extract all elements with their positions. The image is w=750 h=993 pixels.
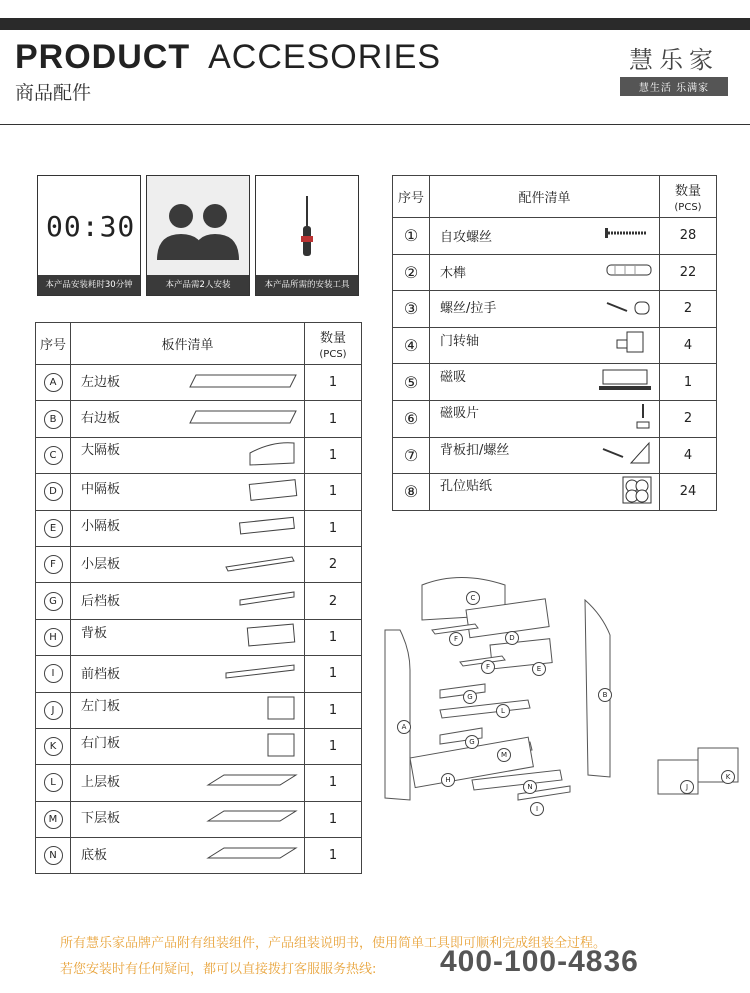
- board-name: 后档板: [81, 594, 121, 610]
- board-name-cell: [71, 656, 305, 692]
- board-code: [36, 728, 71, 764]
- board-thumbnail-icon: [206, 807, 298, 831]
- board-col-name: 板件清单: [71, 323, 305, 365]
- title-light: ACCESORIES: [208, 38, 442, 76]
- board-table-header: [36, 323, 362, 365]
- part-qty: 2: [660, 400, 717, 437]
- board-code-badge: J: [44, 701, 63, 720]
- part-code: ③: [393, 291, 430, 328]
- board-qty: 1: [305, 765, 362, 801]
- board-code: [36, 474, 71, 510]
- board-name-cell: [71, 583, 305, 619]
- part-qty: 24: [660, 474, 717, 511]
- part-thumbnail-icon: [603, 226, 653, 244]
- board-code: [36, 510, 71, 546]
- diagram-part-label: D: [505, 631, 519, 645]
- board-row: [36, 546, 362, 582]
- board-thumbnail-icon: [186, 371, 298, 395]
- part-name: 螺丝/拉手: [440, 300, 497, 316]
- board-row: [36, 656, 362, 692]
- board-name-cell: [71, 619, 305, 655]
- board-thumbnail-icon: [238, 590, 298, 612]
- part-name-cell: [430, 364, 660, 401]
- part-name: 孔位贴纸: [440, 478, 493, 494]
- people-box: [146, 175, 250, 296]
- board-row: [36, 728, 362, 764]
- part-code: ⑦: [393, 437, 430, 474]
- part-name: 门转轴: [440, 333, 480, 349]
- board-qty: 2: [305, 583, 362, 619]
- brand-slogan: 慧生活 乐满家: [620, 77, 728, 96]
- board-code-badge: E: [44, 519, 63, 538]
- people-caption: 本产品需2人安装: [147, 275, 249, 295]
- part-row: [393, 291, 717, 328]
- screwdriver-icon: [256, 176, 358, 274]
- part-name: 木榫: [440, 266, 467, 282]
- diagram-part-label: B: [598, 688, 612, 702]
- diagram-part-label: C: [466, 591, 480, 605]
- part-row: [393, 400, 717, 437]
- parts-col-unit: (PCS): [674, 201, 702, 213]
- part-name-cell: [430, 400, 660, 437]
- board-name: 右边板: [81, 411, 121, 427]
- diagram-part-label: M: [497, 748, 511, 762]
- board-thumbnail-icon: [206, 771, 298, 795]
- tool-box: [255, 175, 359, 296]
- board-row: [36, 583, 362, 619]
- part-qty: 4: [660, 437, 717, 474]
- board-code: [36, 838, 71, 874]
- board-code-badge: L: [44, 773, 63, 792]
- part-name-cell: [430, 291, 660, 328]
- part-name: 磁吸: [440, 370, 467, 386]
- diagram-part-label: I: [530, 802, 544, 816]
- page-title: [15, 38, 441, 77]
- part-name: 自攻螺丝: [440, 230, 493, 246]
- board-list-table: [35, 322, 362, 874]
- board-code-badge: B: [44, 410, 63, 429]
- diagram-part-label: F: [481, 660, 495, 674]
- footer-note: 所有慧乐家品牌产品附有组装组件，产品组装说明书，使用简单工具即可顺利完成组装全过程。: [60, 936, 607, 951]
- part-code: ⑤: [393, 364, 430, 401]
- board-name-cell: [71, 365, 305, 401]
- part-row: [393, 437, 717, 474]
- board-name-cell: [71, 838, 305, 874]
- parts-table-header: [393, 176, 717, 218]
- part-name-cell: [430, 218, 660, 255]
- board-col-unit: (PCS): [319, 348, 347, 360]
- board-row: [36, 692, 362, 728]
- part-qty: 4: [660, 327, 717, 364]
- board-name-cell: [71, 765, 305, 801]
- diagram-part-label: F: [449, 632, 463, 646]
- part-code: ②: [393, 254, 430, 291]
- board-row: [36, 765, 362, 801]
- header-divider: [0, 124, 750, 125]
- board-code-badge: D: [44, 482, 63, 501]
- board-code: [36, 365, 71, 401]
- part-row: [393, 254, 717, 291]
- board-code: [36, 656, 71, 692]
- diagram-part-label: G: [465, 735, 479, 749]
- board-name: 大隔板: [81, 443, 121, 459]
- parts-col-qty: [660, 176, 717, 218]
- board-code: [36, 765, 71, 801]
- part-name: 背板扣/螺丝: [440, 443, 510, 459]
- title-bold: PRODUCT: [15, 38, 191, 76]
- diagram-part-label: H: [441, 773, 455, 787]
- part-row: [393, 218, 717, 255]
- board-code: [36, 801, 71, 837]
- time-caption: 本产品安装耗时30分钟: [38, 275, 140, 295]
- board-thumbnail-icon: [238, 515, 298, 541]
- part-thumbnail-icon: [601, 439, 653, 471]
- board-qty: 1: [305, 619, 362, 655]
- part-name-cell: [430, 474, 660, 511]
- diagram-part-label: N: [523, 780, 537, 794]
- part-code: ④: [393, 327, 430, 364]
- part-row: [393, 327, 717, 364]
- board-name-cell: [71, 510, 305, 546]
- timer-display: 00:30: [46, 210, 136, 243]
- board-code-badge: M: [44, 810, 63, 829]
- board-thumbnail-icon: [248, 478, 298, 506]
- two-people-icon: [147, 176, 249, 274]
- part-thumbnail-icon: [633, 402, 653, 436]
- part-thumbnail-icon: [597, 366, 653, 398]
- board-name: 上层板: [81, 774, 121, 790]
- part-row: [393, 364, 717, 401]
- board-qty: 1: [305, 510, 362, 546]
- top-bar: [0, 18, 750, 30]
- part-name-cell: [430, 254, 660, 291]
- board-qty: 1: [305, 401, 362, 437]
- part-qty: 28: [660, 218, 717, 255]
- board-code: [36, 546, 71, 582]
- board-name-cell: [71, 474, 305, 510]
- board-code-badge: G: [44, 592, 63, 611]
- board-name: 右门板: [81, 735, 121, 751]
- parts-col-qty-label: 数量: [674, 183, 701, 199]
- board-row: [36, 474, 362, 510]
- board-name: 底板: [81, 847, 108, 863]
- board-qty: 1: [305, 838, 362, 874]
- board-name-cell: [71, 692, 305, 728]
- board-thumbnail-icon: [246, 622, 298, 652]
- board-name: 小隔板: [81, 519, 121, 535]
- board-qty: 1: [305, 656, 362, 692]
- board-name: 左门板: [81, 699, 121, 715]
- board-thumbnail-icon: [186, 407, 298, 431]
- brand-name: 慧乐家: [629, 46, 719, 74]
- board-code: [36, 619, 71, 655]
- part-name: 磁吸片: [440, 405, 480, 421]
- footer-question: 若您安装时有任何疑问，都可以直接拨打客服服务热线:: [60, 962, 377, 977]
- board-qty: 1: [305, 728, 362, 764]
- board-code: [36, 437, 71, 473]
- board-name-cell: [71, 728, 305, 764]
- page-subtitle: 商品配件: [15, 82, 92, 104]
- board-row: [36, 437, 362, 473]
- part-code: ⑥: [393, 400, 430, 437]
- board-code: [36, 401, 71, 437]
- diagram-part-label: G: [463, 690, 477, 704]
- board-qty: 2: [305, 546, 362, 582]
- board-qty: 1: [305, 365, 362, 401]
- board-col-qty-label: 数量: [319, 330, 346, 346]
- tool-caption: 本产品所需的安装工具: [256, 275, 358, 295]
- board-name: 背板: [81, 626, 108, 642]
- part-row: [393, 474, 717, 511]
- board-name-cell: [71, 437, 305, 473]
- part-code: ①: [393, 218, 430, 255]
- board-name: 小层板: [81, 556, 121, 572]
- diagram-part-label: L: [496, 704, 510, 718]
- board-row: [36, 619, 362, 655]
- diagram-part-label: J: [680, 780, 694, 794]
- board-col-qty: [305, 323, 362, 365]
- board-name: 前档板: [81, 666, 121, 682]
- board-code-badge: A: [44, 373, 63, 392]
- board-qty: 1: [305, 692, 362, 728]
- board-code: [36, 583, 71, 619]
- board-name-cell: [71, 801, 305, 837]
- part-name-cell: [430, 437, 660, 474]
- board-row: [36, 510, 362, 546]
- part-thumbnail-icon: [605, 262, 653, 282]
- part-qty: 2: [660, 291, 717, 328]
- parts-col-index: 序号: [393, 176, 430, 218]
- board-thumbnail-icon: [266, 732, 298, 762]
- diagram-part-label: K: [721, 770, 735, 784]
- board-thumbnail-icon: [248, 439, 298, 471]
- board-code-badge: C: [44, 446, 63, 465]
- board-name: 左边板: [81, 374, 121, 390]
- board-thumbnail-icon: [266, 695, 298, 725]
- part-qty: 1: [660, 364, 717, 401]
- board-thumbnail-icon: [224, 553, 298, 577]
- brand-logo: [620, 40, 728, 96]
- board-row: [36, 838, 362, 874]
- part-code: ⑧: [393, 474, 430, 511]
- board-name: 中隔板: [81, 481, 121, 497]
- board-qty: 1: [305, 801, 362, 837]
- board-code-badge: I: [44, 664, 63, 683]
- parts-col-name: 配件清单: [430, 176, 660, 218]
- exploded-assembly-diagram: [380, 560, 750, 820]
- part-qty: 22: [660, 254, 717, 291]
- board-row: [36, 801, 362, 837]
- board-code-badge: H: [44, 628, 63, 647]
- board-qty: 1: [305, 474, 362, 510]
- diagram-part-label: E: [532, 662, 546, 676]
- install-info-panel: [37, 175, 361, 296]
- part-thumbnail-icon: [621, 475, 653, 509]
- hotline-number: 400-100-4836: [440, 945, 639, 978]
- diagram-part-label: A: [397, 720, 411, 734]
- board-name-cell: [71, 401, 305, 437]
- part-name-cell: [430, 327, 660, 364]
- board-code-badge: N: [44, 846, 63, 865]
- board-row: [36, 365, 362, 401]
- board-name-cell: [71, 546, 305, 582]
- board-thumbnail-icon: [224, 663, 298, 685]
- board-qty: 1: [305, 437, 362, 473]
- board-thumbnail-icon: [206, 844, 298, 868]
- board-name: 下层板: [81, 811, 121, 827]
- board-code: [36, 692, 71, 728]
- board-code-badge: F: [44, 555, 63, 574]
- parts-list-table: [392, 175, 717, 511]
- board-col-index: 序号: [36, 323, 71, 365]
- time-box: [37, 175, 141, 296]
- board-row: [36, 401, 362, 437]
- board-code-badge: K: [44, 737, 63, 756]
- part-thumbnail-icon: [613, 330, 653, 362]
- part-thumbnail-icon: [603, 297, 653, 321]
